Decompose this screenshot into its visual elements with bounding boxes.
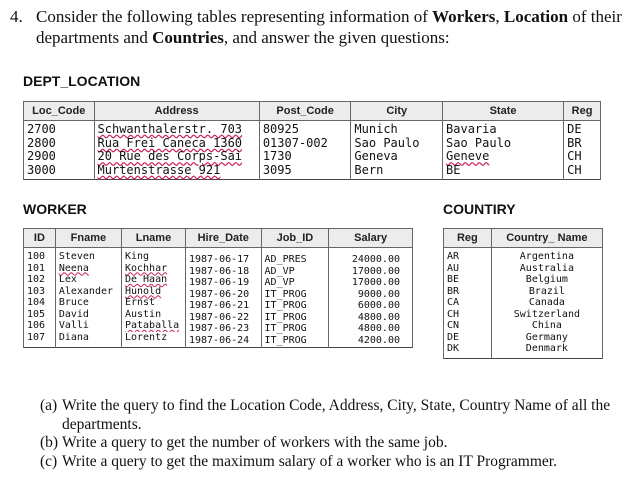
country-reg-cell: AR AU BE BR CA CH CN DE DK — [444, 248, 492, 359]
worker-table — [23, 228, 413, 348]
column-header: ID — [24, 229, 56, 248]
address-line: Schwanthalerstr. 703 — [97, 122, 243, 136]
lname: Pataballa — [124, 320, 180, 331]
sub-question-label: (c) — [40, 452, 58, 470]
column-header: Fname — [55, 229, 121, 248]
column-header: Post_Code — [259, 102, 351, 121]
sub-question-c — [40, 453, 630, 472]
bold-countries: Countries — [152, 28, 224, 47]
city-cell: Munich Sao Paulo Geneva Bern — [351, 121, 443, 180]
hire-date-cell: 1987-06-17 1987-06-18 1987-06-19 1987-06-20 1987-06-21 1987-06-22 1987-06-23 1987-06-24 — [185, 248, 261, 348]
state-line: Bavaria — [446, 122, 497, 136]
post-code-cell: 80925 01307-002 1730 3095 — [259, 121, 351, 180]
lname: Ernst — [124, 297, 156, 308]
id-cell: 100 101 102 103 104 105 106 107 — [24, 248, 56, 348]
column-header: Lname — [121, 229, 185, 248]
fname: Steven — [58, 251, 95, 262]
fname: Alexander — [58, 285, 114, 297]
reg-cell: DE BR CH CH — [564, 121, 601, 180]
lname: King — [124, 251, 150, 262]
fname: Lex — [58, 274, 77, 285]
fname-cell — [55, 248, 121, 348]
column-header: Job_ID — [261, 229, 329, 248]
question-number: 4. — [10, 7, 23, 26]
sub-questions — [40, 397, 630, 471]
bold-workers: Workers — [432, 7, 496, 26]
dept-location-title: DEPT_LOCATION — [23, 73, 141, 89]
address-cell — [94, 121, 259, 180]
question-text-part: , and answer the given questions: — [223, 28, 450, 47]
column-header: City — [351, 102, 443, 121]
sub-question-label: (b) — [40, 434, 59, 451]
fname: Bruce — [58, 297, 89, 308]
state-line: BE — [446, 162, 461, 177]
lname: Lorentz — [124, 331, 168, 343]
sub-question-a — [40, 397, 630, 434]
address-line: 20 Rue des Corps-Sai — [97, 149, 243, 164]
state-cell — [443, 121, 564, 180]
country-title: COUNTIRY — [443, 201, 516, 217]
state-line: Geneve — [446, 149, 490, 164]
column-header: Reg — [444, 229, 492, 248]
worker-title: WORKER — [23, 201, 87, 217]
column-header: Country_ Name — [491, 229, 602, 248]
lname-cell — [121, 248, 185, 348]
lname: Kochhar — [124, 262, 168, 274]
question-text-part: Consider the following tables representing information of — [36, 7, 433, 26]
address-line: Murtenstrasse 921 — [97, 162, 221, 177]
lname: Hunold — [124, 285, 162, 297]
country-name-cell: Argentina Australia Belgium Brazil Canada Switzerland China Germany Denmark — [491, 248, 602, 359]
dept-location-table — [23, 101, 601, 180]
fname: Neena — [58, 262, 89, 274]
loc-code-cell: 2700 2800 2900 3000 — [24, 121, 95, 180]
bold-location: Location — [503, 7, 569, 26]
salary-cell: 24000.00 17000.00 17000.00 9000.00 6000.00 4800.00 4800.00 4200.00 — [329, 248, 413, 348]
column-header: Hire_Date — [185, 229, 261, 248]
fname: Valli — [58, 320, 89, 331]
address-line: Rua Frei Caneca 1360 — [97, 135, 243, 150]
sub-question-text: Write a query to get the number of workers with the same job. — [62, 434, 448, 451]
sub-question-text: Write a query to get the maximum salary of a worker who is an IT Programmer. — [62, 452, 557, 470]
question-text — [36, 6, 628, 48]
column-header: Salary — [329, 229, 413, 248]
sub-question-text: Write the query to find the Location Code, Address, City, State, Country Name of all the departments. — [62, 397, 611, 433]
question-text-part: of their departments and — [36, 7, 622, 47]
column-header: Loc_Code — [24, 102, 95, 121]
question-text-part: , — [495, 7, 504, 26]
lname: De Haan — [124, 274, 168, 285]
column-header: Address — [94, 102, 259, 121]
country-table — [443, 228, 603, 359]
state-line: Sao Paulo — [446, 135, 512, 150]
sub-question-label: (a) — [40, 397, 58, 414]
fname: Diana — [58, 331, 89, 343]
fname: David — [58, 308, 89, 320]
lname: Austin — [124, 308, 162, 320]
job-id-cell: AD_PRES AD_VP AD_VP IT_PROG IT_PROG IT_PROG IT_PROG IT_PROG — [261, 248, 329, 348]
sub-question-b — [40, 434, 630, 453]
column-header: State — [443, 102, 564, 121]
column-header: Reg — [564, 102, 601, 121]
